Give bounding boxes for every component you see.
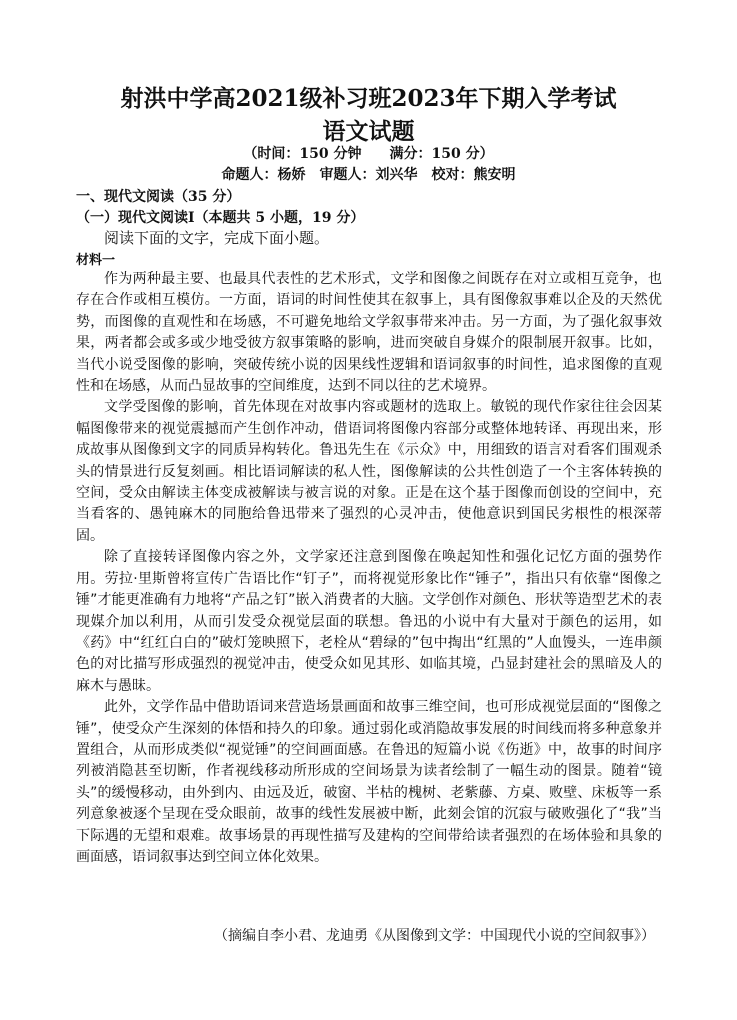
passage-paragraph: 此外，文学作品中借助语词来营造场景画面和故事三维空间，也可形成视觉层面的“图像之锤”，使受众产生深刻的体悟和持久的印象。通过弱化或消隐故事发展的时间线而将多种意象并置组合，从而形成类似“视觉锤”的空间画面感。在鲁迅的短篇小说《伤逝》中，故事的时间序列被消隐甚至切断，作者视线移动所形成的空间场景为读者绘制了一幅生动的图景。随着“镜头”的缓慢移动，由外到内、由远及近，破窗、半枯的槐树、老紫藤、方桌、败壁、床板等一系列意象被逐个呈现在受众眼前，故事的线性发展被中断，此刻会馆的沉寂与破败强化了“我”当下际遇的无望和艰难。故事场景的再现性描写及建构的空间带给读者强烈的在场体验和具象的画面感，语词叙事达到空间立体化效果。 bbox=[76, 699, 662, 865]
source-citation: （摘编自李小君、龙迪勇《从图像到文学：中国现代小说的空间叙事》） bbox=[214, 928, 655, 944]
passage-paragraph: 文学受图像的影响，首先体现在对故事内容或题材的选取上。敏锐的现代作家往往会因某幅图像带来的视觉震撼而产生创作冲动，借语词将图像内容部分或整体地转译、再现出来，形成故事从图像到文字的同质异构转化。鲁迅先生在《示众》中，用细致的语言对看客们围观杀头的情景进行反复刻画。相比语词解读的私人性，图像解读的公共性创造了一个主客体转换的空间，受众由解读主体变成被解读与被言说的对象。正是在这个基于图像而创设的空间中，充当看客的、愚钝麻木的同胞给鲁迅带来了强烈的心灵冲击，使他意识到国民劣根性的根深蒂固。 bbox=[76, 399, 662, 544]
passage-body bbox=[76, 269, 662, 868]
passage-paragraph: 作为两种最主要、也最具代表性的艺术形式，文学和图像之间既存在对立或相互竞争，也存在合作或相互模仿。一方面，语词的时间性使其在叙事上，具有图像叙事难以企及的天然优势，而图像的直观性和在场感，不可避免地给文学叙事带来冲击。另一方面，为了强化叙事效果，两者都会或多或少地受彼方叙事策略的影响，进而突破自身媒介的限制展开叙事。比如，当代小说受图像的影响，突破传统小说的因果线性逻辑和语词叙事的时间性，追求图像的直观性和在场感，从而凸显故事的空间维度，达到不同以往的艺术境界。 bbox=[76, 271, 662, 395]
exam-title: 射洪中学高2021级补习班2023年下期入学考试 bbox=[120, 85, 617, 112]
subsection-heading: （一）现代文阅读Ⅰ（本题共 5 小题，19 分） bbox=[76, 210, 365, 226]
passage-paragraph: 除了直接转译图像内容之外，文学家还注意到图像在唤起知性和强化记忆方面的强势作用。劳拉·里斯曾将宣传广告语比作“钉子”，而将视觉形象比作“锤子”，指出只有依靠“图像之锤”才能更准确有力地将“产品之钉”嵌入消费者的大脑。文学创作对颜色、形状等造型艺术的表现媒介加以利用，从而引发受众视觉层面的联想。鲁迅的小说中有大量对于颜色的运用，如《药》中“红红白白的”破灯笼映照下，老栓从“碧绿的”包中掏出“红黑的”人血馒头，一连串颜色的对比描写形成强烈的视觉冲击，使受众如见其形、如临其境，凸显封建社会的黑暗及人的麻木与愚昧。 bbox=[76, 549, 662, 694]
reading-instruction: 阅读下面的文字，完成下面小题。 bbox=[104, 229, 330, 247]
exam-authors: 命题人：杨娇 审题人：刘兴华 校对：熊安明 bbox=[221, 167, 516, 183]
section-heading: 一、现代文阅读（35 分） bbox=[76, 189, 241, 205]
exam-info: （时间：150 分钟 满分：150 分） bbox=[243, 146, 494, 162]
material-label: 材料一 bbox=[76, 253, 116, 268]
exam-subject: 语文试题 bbox=[322, 118, 415, 145]
